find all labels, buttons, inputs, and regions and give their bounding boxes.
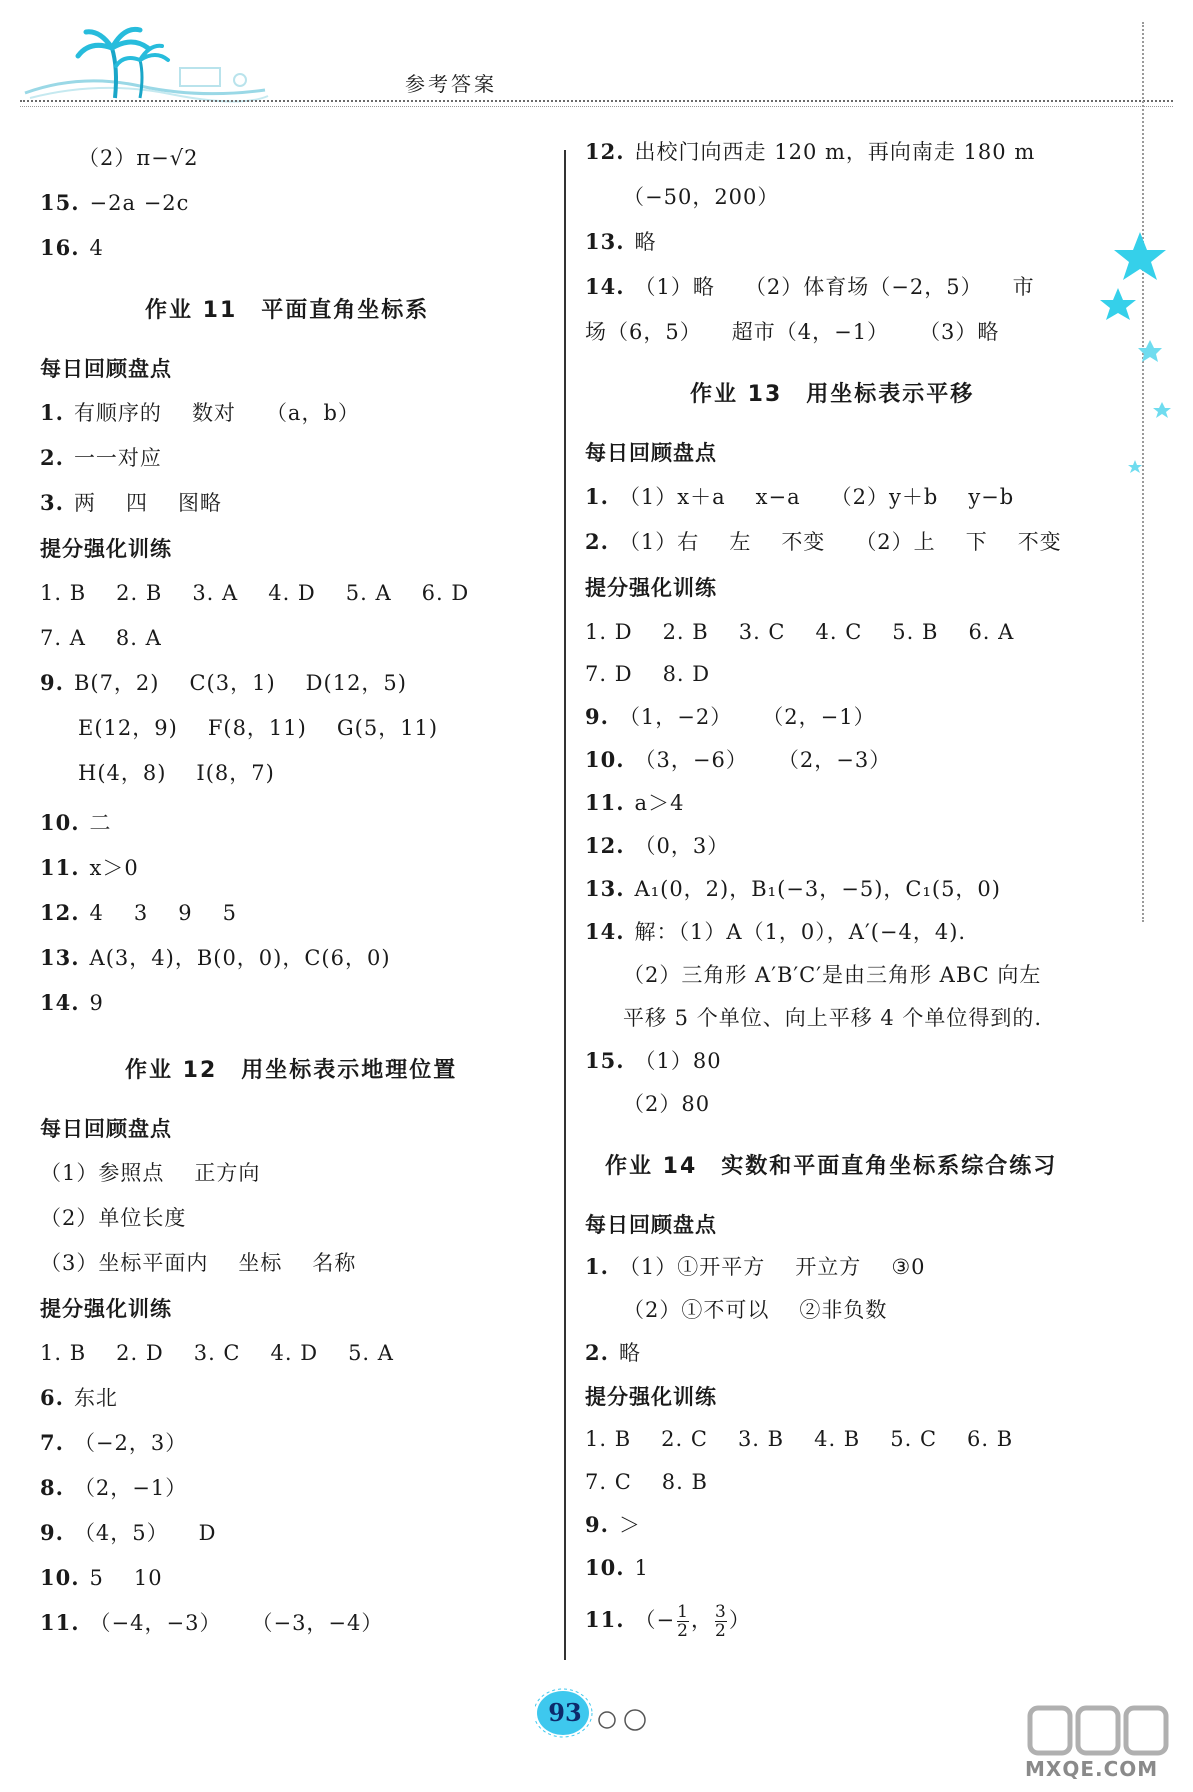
page-number: 93 <box>548 1698 582 1727</box>
answer-text: 8. D <box>662 662 711 686</box>
answer-line <box>40 853 139 883</box>
answer-line <box>585 659 710 689</box>
answer-line <box>40 1338 394 1368</box>
answer-text: ， <box>690 1608 713 1632</box>
question-number: 12. <box>585 139 625 164</box>
answer-text: 1. B <box>40 1341 87 1365</box>
page-circles-decoration-icon <box>595 1705 655 1735</box>
answer-line <box>623 960 1041 990</box>
answer-text: （1）参照点 <box>40 1161 165 1185</box>
answer-text: 解：（1）A（1，0），A′(−4，4). <box>634 920 967 944</box>
answer-text: 略 <box>618 1341 641 1365</box>
answer-text: 1 <box>634 1556 649 1580</box>
answer-text: 超市（4，−1） <box>731 320 890 344</box>
answer-text: （2，−1） <box>73 1476 188 1500</box>
answer-line <box>585 137 1035 167</box>
answer-line <box>40 1608 383 1638</box>
answer-line <box>40 1158 260 1188</box>
answer-text: 5 <box>89 1566 104 1590</box>
answer-text: 场（6，5） <box>585 320 702 344</box>
subsection-title: 每日回顾盘点 <box>585 1213 717 1237</box>
subsection-title: 每日回顾盘点 <box>585 441 717 465</box>
answer-text: A(3，4)，B(0，0)，C(6，0) <box>89 946 391 970</box>
answer-text: 3. C <box>193 1341 241 1365</box>
answer-line <box>78 713 438 743</box>
question-number: 2. <box>585 1340 609 1365</box>
question-number: 15. <box>585 1048 625 1073</box>
answer-line <box>585 317 999 347</box>
answer-text: 正方向 <box>194 1161 261 1185</box>
answer-text: G(5，11) <box>336 716 439 740</box>
answer-text: （2，−1） <box>762 705 876 729</box>
header-title: 参考答案 <box>405 72 497 96</box>
answer-line <box>40 1428 187 1458</box>
fraction-denominator: 2 <box>714 1621 727 1641</box>
answer-line <box>78 758 275 788</box>
question-number: 2. <box>585 529 609 554</box>
answer-text: ＞ <box>618 1513 641 1537</box>
answer-text: 5. A <box>345 581 392 605</box>
watermark-text: MXQE.COM <box>1025 1757 1159 1781</box>
answer-text: 5 <box>222 901 238 925</box>
answer-text: （2）三角形 A′B′C′是由三角形 ABC 向左 <box>623 963 1042 987</box>
answer-line <box>585 745 891 775</box>
header-divider-secondary <box>20 106 1173 107</box>
answer-text: 2. B <box>662 620 709 644</box>
question-number: 16. <box>40 235 80 260</box>
question-number: 1. <box>40 400 64 425</box>
answer-text: （2）80 <box>623 1092 711 1116</box>
question-number: 13. <box>585 229 625 254</box>
answer-line <box>40 1203 186 1233</box>
answer-line <box>585 617 1014 647</box>
fraction <box>677 1603 689 1640</box>
answer-text: 6. A <box>968 620 1015 644</box>
answer-text: x＞0 <box>89 856 139 880</box>
question-number: 1. <box>585 484 609 509</box>
answer-text: 4 <box>89 236 104 260</box>
answer-text: 4. B <box>814 1427 861 1451</box>
answer-text: 8. A <box>115 626 162 650</box>
answer-text: 两 <box>73 491 96 515</box>
question-number: 10. <box>40 1565 80 1590</box>
answer-line <box>585 788 684 818</box>
answer-text: ③0 <box>891 1255 926 1279</box>
section-title: 作业 13 用坐标表示平移 <box>690 382 975 407</box>
answer-text: 四 <box>125 491 148 515</box>
answer-line <box>40 488 222 518</box>
answer-text: 2. B <box>116 581 163 605</box>
question-number: 9. <box>585 704 609 729</box>
star-decoration-icon <box>1090 230 1190 490</box>
question-number: 11. <box>40 855 80 880</box>
answer-line <box>585 1252 926 1282</box>
answer-line <box>623 1089 710 1119</box>
section-title: 作业 12 用坐标表示地理位置 <box>125 1058 458 1083</box>
answer-text: x−a <box>755 485 801 509</box>
question-number: 9. <box>40 670 64 695</box>
question-number: 13. <box>40 945 80 970</box>
section-title: 作业 11 平面直角坐标系 <box>145 298 430 323</box>
answer-text: 图略 <box>177 491 222 515</box>
answer-line <box>585 527 1062 557</box>
answer-text: （a，b） <box>265 401 360 425</box>
answer-text: （4，5） <box>73 1521 169 1545</box>
answer-text: （0，3） <box>634 834 730 858</box>
answer-text: A₁(0，2)，B₁(−3，−5)，C₁(5，0) <box>634 877 1001 901</box>
answer-text: （1）①开平方 <box>618 1255 766 1279</box>
answer-text: ②非负数 <box>799 1298 888 1322</box>
answer-text: 7. D <box>585 662 633 686</box>
answer-text: （2）体育场（−2，5） <box>744 275 983 299</box>
answer-text: （1）右 <box>618 530 700 554</box>
question-number: 12. <box>585 833 625 858</box>
answer-text: 名称 <box>312 1251 357 1275</box>
question-number: 13. <box>585 876 625 901</box>
answer-text: 二 <box>89 811 112 835</box>
answer-text: 5. B <box>892 620 939 644</box>
answer-line <box>623 182 779 212</box>
answer-line <box>585 874 1001 904</box>
answer-text: （−2，3） <box>73 1431 188 1455</box>
question-number: 14. <box>585 274 625 299</box>
answer-text: 略 <box>634 230 657 254</box>
answer-text: （1）x＋a <box>618 485 726 509</box>
question-number: 10. <box>585 747 625 772</box>
answer-text: 5. A <box>348 1341 394 1365</box>
answer-text: 9 <box>178 901 193 925</box>
subsection-title: 每日回顾盘点 <box>40 357 172 381</box>
answer-text: 不变 <box>781 530 826 554</box>
answer-text: 一一对应 <box>73 446 162 470</box>
answer-line <box>40 943 391 973</box>
answer-line <box>40 623 162 653</box>
answer-line <box>40 233 104 263</box>
answer-text: −2a −2c <box>89 191 190 215</box>
answer-text: C(3，1) <box>189 671 276 695</box>
question-number: 15. <box>40 190 80 215</box>
header-divider <box>20 100 1173 102</box>
fraction-numerator: 1 <box>677 1602 689 1622</box>
answer-text: 3. C <box>738 620 786 644</box>
answer-line <box>585 1046 722 1076</box>
answer-text: （1）80 <box>634 1049 722 1073</box>
fraction <box>715 1603 727 1640</box>
answer-text: H(4，8) <box>78 761 167 785</box>
question-number: 9. <box>585 1512 609 1537</box>
answer-text: 左 <box>729 530 752 554</box>
subsection-title: 每日回顾盘点 <box>40 1117 172 1141</box>
subsection-title: 提分强化训练 <box>585 576 717 600</box>
answer-text: 3. B <box>737 1427 785 1451</box>
answer-line <box>40 1563 163 1593</box>
answer-text: 4. D <box>270 1341 319 1365</box>
answer-line <box>585 482 1014 512</box>
answer-line <box>585 702 876 732</box>
question-number: 7. <box>40 1430 64 1455</box>
answer-text: 4 <box>89 901 104 925</box>
answer-line <box>585 917 966 947</box>
answer-text: （2）上 <box>855 530 936 554</box>
question-number: 12. <box>40 900 80 925</box>
question-number: 11. <box>40 1610 80 1635</box>
answer-text: （2）y＋b <box>830 485 939 509</box>
answer-line <box>585 227 657 257</box>
question-number: 14. <box>40 990 80 1015</box>
answer-text: （−50，200） <box>623 185 780 209</box>
question-number: 6. <box>40 1385 64 1410</box>
answer-line <box>623 1003 1042 1033</box>
answer-line <box>585 1467 708 1497</box>
header-palm-decoration-icon <box>20 18 270 108</box>
answer-text: （2）单位长度 <box>40 1206 187 1230</box>
answer-text: 4. D <box>268 581 316 605</box>
question-number: 11. <box>585 1607 625 1632</box>
answer-text: 市 <box>1012 275 1035 299</box>
answer-text: （3，−6） <box>634 748 748 772</box>
question-number: 11. <box>585 790 625 815</box>
question-number: 9. <box>40 1520 64 1545</box>
answer-text: 1. B <box>585 1427 632 1451</box>
fraction-denominator: 2 <box>677 1621 689 1641</box>
answer-text: 平移 5 个单位、向上平移 4 个单位得到的. <box>623 1006 1043 1030</box>
answer-line <box>40 988 104 1018</box>
question-number: 3. <box>40 490 64 515</box>
answer-text: 10 <box>133 1566 163 1590</box>
answer-text: （3）略 <box>919 320 1000 344</box>
answer-text: 7. C <box>585 1470 632 1494</box>
subsection-title: 提分强化训练 <box>585 1385 717 1409</box>
subsection-title: 提分强化训练 <box>40 1297 172 1321</box>
answer-text: 1. B <box>40 581 87 605</box>
answer-text: 有顺序的 <box>73 401 162 425</box>
fraction-numerator: 3 <box>714 1602 727 1622</box>
answer-text: 3 <box>133 901 149 925</box>
column-divider <box>564 150 566 1660</box>
answer-text: 坐标 <box>238 1251 283 1275</box>
answer-text: 数对 <box>191 401 236 425</box>
answer-text: 2. D <box>116 1341 164 1365</box>
answer-text: I(8，7) <box>196 761 275 785</box>
answer-text: D <box>198 1521 217 1545</box>
question-number: 8. <box>40 1475 64 1500</box>
answer-text: D(12，5) <box>305 671 407 695</box>
answer-text: （3）坐标平面内 <box>40 1251 209 1275</box>
answer-text: a＞4 <box>634 791 685 815</box>
answer-line <box>40 398 360 428</box>
answer-text: 下 <box>965 530 988 554</box>
question-number: 1. <box>585 1254 609 1279</box>
answer-text: 出校门向西走 120 m，再向南走 180 m <box>634 140 1036 164</box>
answer-line <box>40 808 112 838</box>
answer-text: 东北 <box>73 1386 118 1410</box>
answer-line <box>585 272 1035 302</box>
answer-line <box>40 1383 118 1413</box>
answer-line <box>585 831 729 861</box>
answer-line <box>623 1295 887 1325</box>
answer-text: （1）略 <box>634 275 715 299</box>
answer-text: （2，−3） <box>777 748 892 772</box>
answer-line <box>585 1510 641 1540</box>
answer-line <box>40 578 469 608</box>
answer-text: 8. B <box>661 1470 708 1494</box>
answer-text: 2. C <box>661 1427 708 1451</box>
answer-line <box>40 443 162 473</box>
answer-text: 不变 <box>1017 530 1062 554</box>
answer-text: y−b <box>968 485 1015 509</box>
answer-line <box>78 143 199 173</box>
answer-line <box>585 1338 641 1368</box>
answer-text: （2）π−√2 <box>78 146 199 170</box>
answer-line <box>40 1473 187 1503</box>
answer-text: 6. B <box>967 1427 1014 1451</box>
answer-text: F(8，11) <box>207 716 307 740</box>
answer-line <box>40 1248 356 1278</box>
answer-text: （−4，−3） <box>89 1611 222 1635</box>
answer-line <box>40 898 237 928</box>
answer-text: B(7，2) <box>73 671 160 695</box>
answer-line <box>40 668 407 698</box>
answer-text: （− <box>634 1608 676 1632</box>
subsection-title: 提分强化训练 <box>40 537 172 561</box>
answer-line <box>585 1598 751 1642</box>
answer-text: 开立方 <box>795 1255 862 1279</box>
answer-line <box>585 1424 1013 1454</box>
answer-text: 4. C <box>815 620 863 644</box>
answer-text: 6. D <box>421 581 470 605</box>
answer-text: E(12，9) <box>78 716 178 740</box>
answer-text: ） <box>728 1608 751 1632</box>
question-number: 2. <box>40 445 64 470</box>
answer-line <box>40 1518 217 1548</box>
answer-text: 3. A <box>192 581 239 605</box>
question-number: 10. <box>40 810 80 835</box>
answer-text: 1. D <box>585 620 633 644</box>
question-number: 10. <box>585 1555 625 1580</box>
answer-text: 5. C <box>890 1427 938 1451</box>
section-title: 作业 14 实数和平面直角坐标系综合练习 <box>605 1154 1058 1179</box>
answer-text: （2）①不可以 <box>623 1298 770 1322</box>
answer-line <box>585 1553 649 1583</box>
answer-text: （−3，−4） <box>251 1611 384 1635</box>
answer-text: 9 <box>89 991 104 1015</box>
answer-text: （1，−2） <box>618 705 733 729</box>
answer-text: 7. A <box>40 626 86 650</box>
answer-line <box>40 188 189 218</box>
question-number: 14. <box>585 919 625 944</box>
